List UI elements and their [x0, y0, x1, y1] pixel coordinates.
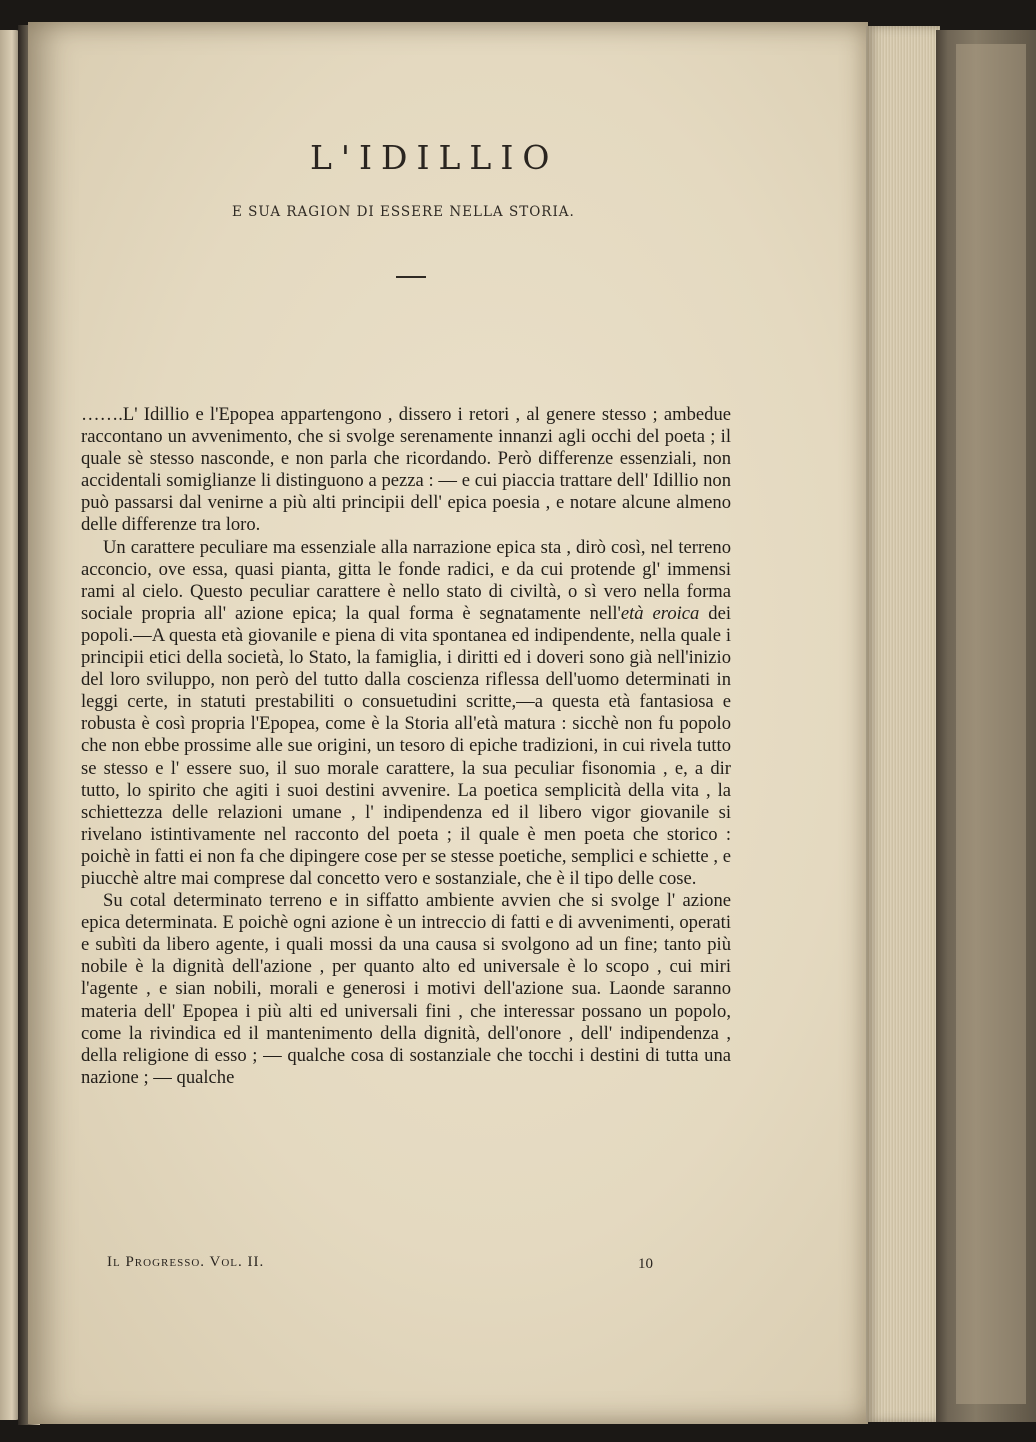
italic-phrase: età eroica — [620, 602, 700, 624]
signature-mark: Il Progresso. Vol. II. — [107, 1254, 265, 1270]
page-footer — [107, 1254, 653, 1271]
paragraph-1: …….L' Idillio e l'Epopea appartengono , dissero i retori , al genere stesso ; ambedue raccontano un avvenimento, che si svolge serenamente innanzi agli occhi del poeta ; il quale sè stesso nasconde, e non parla che ricordando. Però differenze essenziali, non accidentali somiglianze li distinguono a pezza : — e cui piaccia trattare dell' Idillio non può passarsi dal venirne a più alti principii dell' epica poesia , e notare alcune almeno delle differenze tra loro. — [81, 404, 731, 536]
page-subtitle: E SUA RAGION DI ESSERE NELLA STORIA. — [232, 204, 575, 220]
left-page-edge — [0, 30, 20, 1420]
paragraph-3: Su cotal determinato terreno e in siffatto ambiente avvien che si svolge l' azione epica determinata. E poichè ogni azione è un intreccio di fatti e di avvenimenti, operati e subìti da libero agente, i quali mossi da una causa si svolgono ad un fine; tanto più nobile è la dignità dell'azione , per quanto alto ed universale è lo scopo , cui miri l'agente , e sian nobili, morali e generosi i motivi dell'azione sua. Laonde saranno materia dell' Epopea i più alti ed universali fini , che interessar possano un popolo, come la rivindica ed il mantenimento della dignità, dell'onore , dell' indipendenza , della religione di esso ; — qualche cosa di sostanziale che tocchi i destini di tutta una nazione ; — qualche — [81, 890, 731, 1088]
book-cover-edge — [936, 30, 1036, 1422]
paragraph-2: Un carattere peculiare ma essenziale alla narrazione epica sta , dirò così, nel terreno acconcio, ove essa, quasi pianta, gitta le fonde radici, e da cui protende gl' immensi rami al cielo. Questo peculiar carattere è nello stato di civiltà, o sì vero nella forma sociale propria all' azione epica; la qual forma è segnatamente nell'età eroica dei popoli.—A questa età giovanile e piena di vita spontanea ed indipendente, nella quale i principii etici della società, lo Stato, la famiglia, i diritti ed i doveri sono già nell'inizio del loro sviluppo, non però del tutto dalla coscienza riflessa dell'uomo determinati in leggi certe, in statuti prestabiliti o consuetudini scritte,—a questa età fantasiosa e robusta è così propria l'Epopea, come è la Storia all'età matura : sicchè non fu popolo che non ebbe prossime alle sue origini, un tesoro di epiche tradizioni, in cui rivela tutto se stesso e l' essere suo, il suo morale carattere, la sua peculiar fisonomia , e, a dir tutto, lo spirito che agiti i suoi destini avvenire. La poetica semplicità della vita , la schiettezza delle relazioni umane , l' indipendenza ed il libero vigor giovanile si rivelano istintivamente nel racconto del poeta ; il quale è men poeta che storico : poichè in fatti ei non fa che dipingere cose per se stesse poetiche, semplici e schiette , e piucchè altre mai comprese dal concetto vero e sostanziale, che è il tipo delle cose. — [81, 536, 731, 889]
title-rule — [396, 276, 426, 278]
body-text — [81, 404, 731, 1089]
page-title: L'IDILLIO — [310, 138, 559, 177]
page-block-edge — [866, 26, 940, 1422]
page-number: 10 — [638, 1256, 653, 1272]
